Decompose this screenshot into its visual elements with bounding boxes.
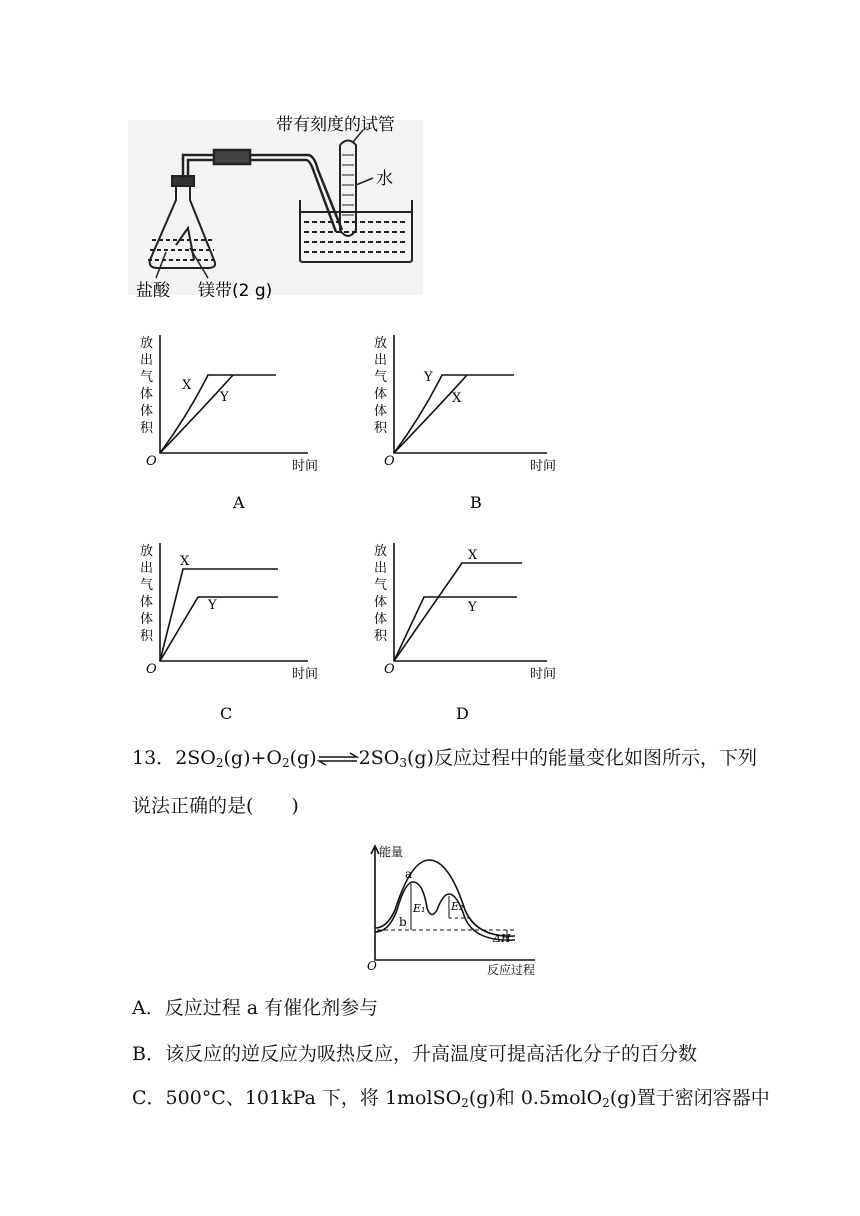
svg-text:体: 体 — [140, 595, 154, 610]
question-13-line2: 说法正确的是( ) — [132, 795, 299, 817]
svg-text:O: O — [146, 662, 157, 677]
svg-text:出: 出 — [140, 561, 154, 576]
svg-text:体: 体 — [140, 612, 154, 627]
svg-text:O: O — [384, 454, 395, 469]
svg-text:出: 出 — [140, 353, 154, 368]
svg-text:时间: 时间 — [530, 667, 557, 682]
curve-label: Y — [220, 390, 229, 405]
energy-diagram — [365, 840, 550, 980]
graph-c — [128, 533, 328, 728]
svg-text:出: 出 — [374, 353, 388, 368]
svg-text:体: 体 — [140, 404, 154, 419]
graph-a — [128, 325, 328, 515]
graph-caption: C — [220, 704, 233, 723]
svg-text:时间: 时间 — [292, 459, 319, 474]
graph-caption: B — [470, 493, 482, 512]
svg-text:积: 积 — [140, 629, 154, 644]
curve-label: Y — [424, 370, 433, 385]
option-a: A．反应过程 a 有催化剂参与 — [132, 997, 379, 1019]
svg-text:b: b — [399, 915, 407, 929]
curve-label: X — [180, 554, 190, 569]
svg-text:积: 积 — [374, 421, 388, 436]
curve-label: Y — [468, 600, 477, 615]
svg-text:时间: 时间 — [530, 459, 557, 474]
svg-text:放: 放 — [140, 336, 154, 351]
svg-text:ΔH: ΔH — [493, 932, 511, 945]
svg-text:积: 积 — [374, 629, 388, 644]
svg-text:a: a — [405, 867, 413, 881]
svg-text:体: 体 — [374, 595, 388, 610]
svg-text:体: 体 — [374, 387, 388, 402]
svg-text:气: 气 — [140, 578, 154, 593]
svg-text:气: 气 — [374, 578, 388, 593]
question-13-line1: 13．$2SO_2(g)+O_2(g)$ $2SO_3(g)$反应过程中的能量变化如图所示，下列 — [132, 747, 757, 770]
apparatus-figure — [128, 100, 428, 310]
svg-text:E₁: E₁ — [413, 902, 426, 915]
option-b: B．该反应的逆反应为吸热反应，升高温度可提高活化分子的百分数 — [132, 1043, 697, 1065]
svg-text:放: 放 — [374, 544, 388, 559]
svg-text:体: 体 — [374, 404, 388, 419]
curve-label: X — [452, 391, 462, 406]
svg-text:气: 气 — [140, 370, 154, 385]
svg-text:放: 放 — [374, 336, 388, 351]
label-water: 水 — [376, 169, 393, 189]
graph-d — [362, 533, 572, 728]
option-c: C．500°C、101kPa 下，将 1molSO$_2$(g)和 0.5molO$_2$(g)置于密闭容器中 — [132, 1087, 770, 1110]
svg-text:积: 积 — [140, 421, 154, 436]
equilibrium-arrow-icon — [317, 752, 359, 766]
svg-text:出: 出 — [374, 561, 388, 576]
svg-text:O: O — [367, 959, 377, 973]
svg-text:E₂: E₂ — [451, 900, 464, 913]
curve-label: X — [468, 548, 478, 563]
svg-text:体: 体 — [374, 612, 388, 627]
graph-b — [362, 325, 572, 515]
curve-label: X — [182, 378, 192, 393]
svg-text:体: 体 — [140, 387, 154, 402]
graph-caption: D — [456, 704, 469, 723]
svg-text:气: 气 — [374, 370, 388, 385]
svg-text:反应过程: 反应过程 — [487, 963, 536, 977]
graph-caption: A — [233, 493, 245, 512]
label-magnesium-ribbon: 镁带(2 g) — [198, 281, 273, 301]
label-hydrochloric-acid: 盐酸 — [136, 281, 170, 301]
label-graduated-tube: 带有刻度的试管 — [276, 115, 395, 135]
svg-text:能量: 能量 — [379, 845, 404, 859]
svg-text:O: O — [146, 454, 157, 469]
svg-text:O: O — [384, 662, 395, 677]
svg-text:时间: 时间 — [292, 667, 319, 682]
svg-text:放: 放 — [140, 544, 154, 559]
curve-label: Y — [208, 598, 217, 613]
